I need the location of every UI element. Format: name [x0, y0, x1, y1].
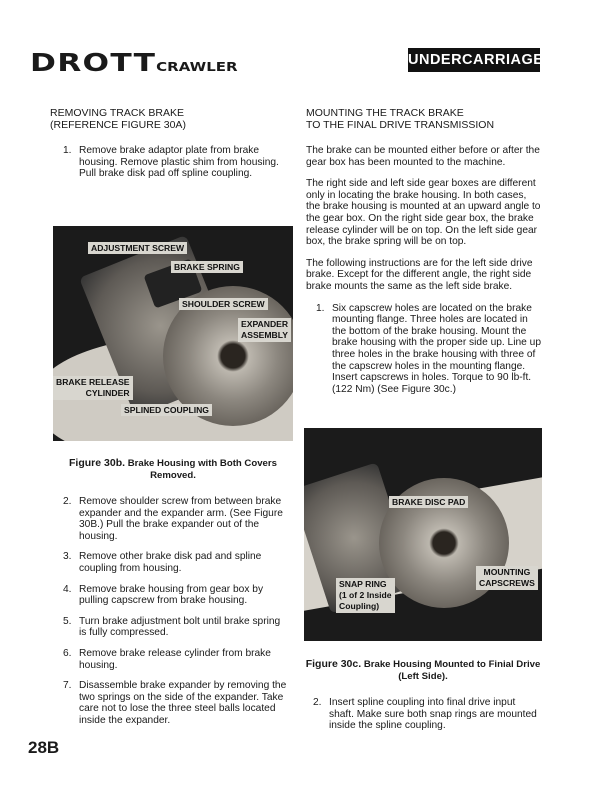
label-splined-coupling: SPLINED COUPLING: [121, 404, 212, 416]
label-brake-spring: BRAKE SPRING: [171, 261, 243, 273]
label-snap-ring: SNAP RING (1 of 2 Inside Coupling): [336, 578, 395, 613]
list-item: 3. Remove other brake disk pad and spline coupling from housing.: [63, 551, 262, 574]
list-item: 1. Six capscrew holes are located on the brake mounting flange. Three holes are located in the bottom of the brake housing. Mount the brake housing with the proper side up. Line up three holes in the brake housing with three of the capscrew holes in the mounting flange. Insert capscrews in holes. Torque to 90 lb-ft. (122 Nm) (See Figure 30c.): [316, 302, 541, 395]
list-item: 6. Remove brake release cylinder from brake housing.: [63, 647, 271, 671]
label-brake-release-cylinder: BRAKE RELEASE CYLINDER: [53, 376, 133, 400]
list-item: 2. Remove shoulder screw from between brake expander and the expander arm. (See Figure 30B.) Pull the brake expander out of the housing.: [63, 496, 283, 542]
brand-logo: DROTTCRAWLER: [30, 48, 238, 77]
section-title: UNDERCARRIAGE: [408, 48, 540, 72]
heading-line: MOUNTING THE TRACK BRAKE: [306, 107, 464, 119]
page-number: 28B: [28, 738, 60, 757]
right-steps: [313, 697, 543, 732]
list-item: 5. Turn brake adjustment bolt until brake spring is fully compressed.: [63, 615, 281, 639]
label-shoulder-screw: SHOULDER SCREW: [179, 298, 268, 310]
heading-line: (REFERENCE FIGURE 30A): [50, 119, 186, 131]
list-item: 7. Disassemble brake expander by removing the two springs on the side of the expander. Take care not to lose the three steel balls located inside the expander.: [63, 680, 287, 726]
figure-30b-photo: [53, 226, 293, 441]
paragraph: The brake can be mounted either before or after the gear box has been mounted to the machine.: [306, 145, 540, 168]
label-adjustment-screw: ADJUSTMENT SCREW: [88, 242, 187, 254]
label-mounting-capscrews: MOUNTING CAPSCREWS: [476, 566, 538, 590]
heading-line: REMOVING TRACK BRAKE: [50, 107, 184, 119]
list-item: 1. Remove brake adaptor plate from brake housing. Remove plastic shim from housing. Pull brake disk pad off spline coupling.: [63, 145, 279, 180]
figure-30c-photo: [304, 428, 542, 641]
left-steps: [63, 496, 289, 727]
left-column: [50, 107, 290, 180]
list-item: 4. Remove brake housing from gear box by pulling capscrew from brake housing.: [63, 583, 264, 607]
figure-30b-caption: Figure 30b. Brake Housing with Both Covers Removed.: [69, 457, 277, 481]
paragraph: The right side and left side gear boxes are different only in locating the brake housing. In both cases, the brake housing is mounted at an upward angle to the gear box. On the right side gear box, the brake release cylinder will be on top. On the left side gear box, the brake spring will be on top.: [306, 178, 541, 248]
figure-30c-caption: Figure 30c. Brake Housing Mounted to Finial Drive (Left Side).: [305, 658, 541, 682]
label-expander-assembly: EXPANDER ASSEMBLY: [238, 318, 291, 342]
right-column: [306, 107, 543, 395]
list-item: 2. Insert spline coupling into final drive input shaft. Make sure both snap rings are mounted inside the spline coupling.: [313, 697, 537, 732]
label-brake-disc-pad: BRAKE DISC PAD: [389, 496, 468, 508]
paragraph: The following instructions are for the left side drive brake. Except for the different angle, the right side brake mounts the same as the left side brake.: [306, 257, 533, 292]
heading-line: TO THE FINAL DRIVE TRANSMISSION: [306, 119, 495, 131]
